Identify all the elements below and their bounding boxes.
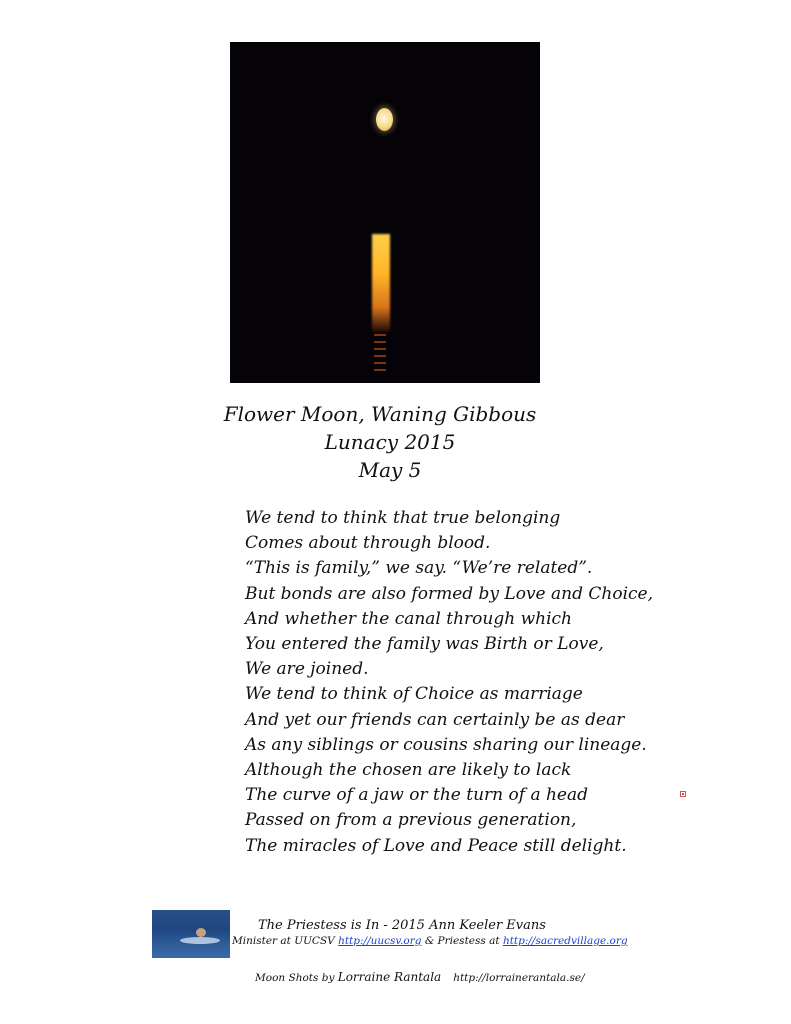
photographer-url: http://lorrainerantala.se/: [453, 972, 585, 984]
reflection-ripples: [374, 334, 386, 374]
priestess-label: & Priestess at: [421, 935, 503, 947]
poem-line: “This is family,” we say. “We’re related”.: [245, 558, 593, 579]
poem-line: As any siblings or cousins sharing our lineage.: [245, 734, 647, 755]
poem-line: The curve of a jaw or the turn of a head: [245, 785, 589, 806]
poem-line: And whether the canal through which: [245, 608, 573, 629]
poem-line: But bonds are also formed by Love and Choice,: [245, 583, 653, 604]
swimmer-head: [196, 928, 206, 937]
author-credit: [232, 918, 632, 947]
annotation-marker-icon[interactable]: [680, 791, 686, 797]
swimmer-thumbnail: [152, 910, 230, 958]
poem-line: We tend to think of Choice as marriage: [245, 684, 583, 705]
photo-credit: [255, 970, 655, 984]
photographer-name: Lorraine Rantala: [337, 970, 442, 984]
uucsv-link[interactable]: http://uucsv.org: [338, 935, 422, 947]
poem-line: The miracles of Love and Peace still delight.: [245, 835, 627, 856]
moon-photo: [230, 42, 540, 383]
sacredvillage-link[interactable]: http://sacredvillage.org: [502, 935, 628, 947]
photo-credit-prefix: Moon Shots by: [255, 972, 338, 984]
moon-shape: [376, 108, 393, 131]
title-line-3: May 5: [358, 458, 422, 482]
minister-label: Minister at UUCSV: [232, 935, 339, 947]
credit-line-2: [232, 935, 632, 947]
poem-line: We are joined.: [245, 659, 369, 680]
poem-line: Comes about through blood.: [245, 533, 491, 554]
poem-line: Although the chosen are likely to lack: [245, 760, 572, 781]
title-line-1: Flower Moon, Waning Gibbous: [223, 402, 537, 426]
poem-line: Passed on from a previous generation,: [245, 810, 577, 831]
title-block: [180, 400, 600, 484]
poem: [245, 506, 685, 859]
poem-line: And yet our friends can certainly be as dear: [245, 709, 625, 730]
moon-reflection: [372, 234, 390, 332]
water-splash: [180, 937, 220, 944]
title-line-2: Lunacy 2015: [324, 430, 456, 454]
poem-line: We tend to think that true belonging: [245, 508, 561, 528]
poem-line: You entered the family was Birth or Love,: [245, 634, 604, 655]
credit-line-1: The Priestess is In - 2015 Ann Keeler Evans: [258, 918, 546, 933]
